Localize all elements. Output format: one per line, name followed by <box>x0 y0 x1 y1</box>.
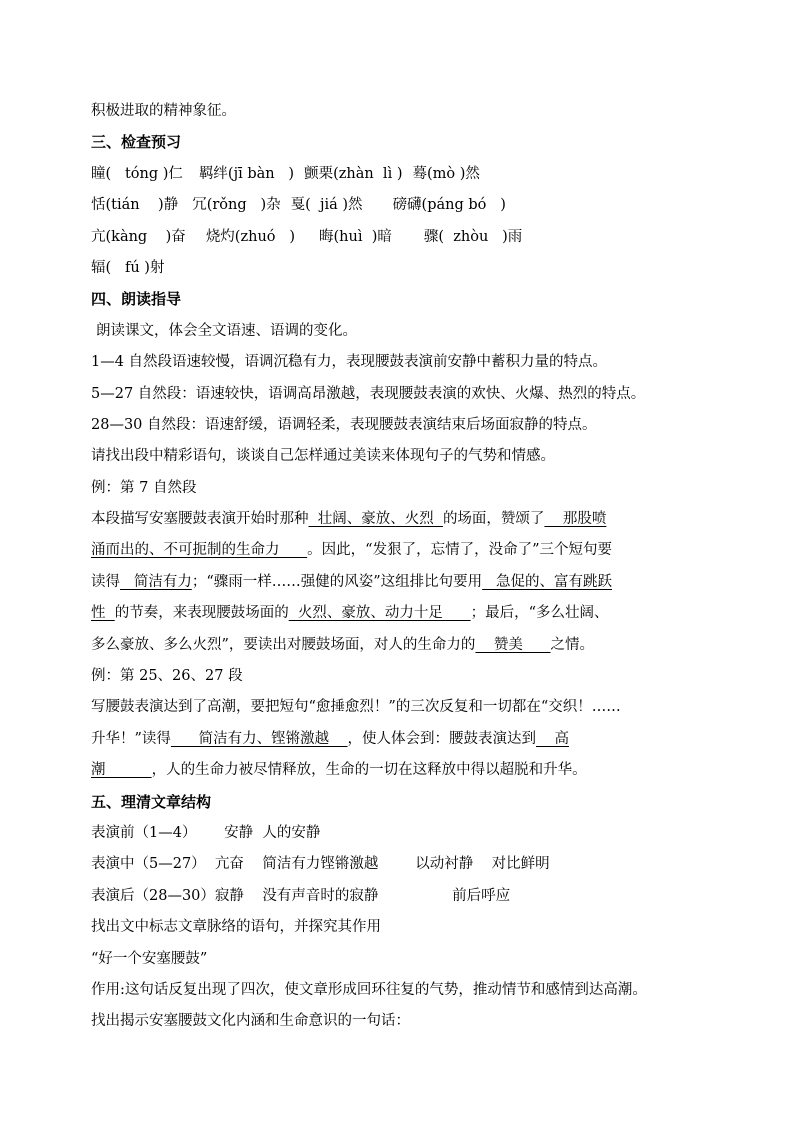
answer-blank: 涌而出的、不可扼制的生命力 <box>91 542 308 559</box>
structure-row: 表演后（28—30）寂静 没有声音时的寂静 前后呼应 <box>91 887 511 904</box>
intro-tail: 积极进取的精神象征。 <box>91 103 236 119</box>
text: 的节奏，来表现腰鼓场面的 <box>114 605 289 622</box>
answer-blank: 高 <box>536 730 569 747</box>
structure-row: 表演前（1—4） 安静 人的安静 <box>91 824 321 841</box>
reading-paragraph: 朗读课文，体会全文语速、语调的变化。 <box>96 322 357 339</box>
answer-blank: 简洁有力、铿锵激越 <box>170 730 348 747</box>
pinyin-item: 颤栗(zhàn lì ) <box>304 165 403 182</box>
key-sentence: “好一个安塞腰鼓” <box>91 950 208 967</box>
pinyin-row-2 <box>91 190 706 221</box>
reading-paragraph: 28—30 自然段：语速舒缓，语调轻柔，表现腰鼓表演结束后场面寂静的特点。 <box>91 416 597 433</box>
answer-blank: 急促的、富有跳跃 <box>482 573 612 590</box>
text: 读得 <box>91 573 120 590</box>
pinyin-item: 晦(huì )暗 <box>319 228 392 245</box>
answer-blank: 性 <box>91 605 115 622</box>
example1-line4 <box>91 598 706 629</box>
pinyin-item: 瞳( tóng )仁 <box>91 165 183 182</box>
pinyin-item: 戛( jiá )然 <box>290 197 363 214</box>
pinyin-item: 烧灼(zhuó ) <box>205 228 296 245</box>
structure-paragraph: 作用:这句话反复出现了四次，使文章形成回环往复的气势，推动情节和感情到达高潮。 <box>91 981 647 998</box>
answer-blank: 赞美 <box>475 636 551 653</box>
pinyin-item: 亢(kàng )奋 <box>91 228 186 245</box>
pinyin-item: 羁绊(jī bàn ) <box>198 165 295 182</box>
answer-blank: 壮阔、豪放、火烈 <box>308 511 443 528</box>
text: 。因此，“发狠了，忘情了，没命了”三个短句要 <box>307 542 612 559</box>
example1-line5 <box>91 630 706 661</box>
text: ，人的生命力被尽情释放，生命的一切在这释放中得以超脱和升华。 <box>151 762 587 779</box>
text: 多么豪放、多么火烈”，要读出对腰鼓场面，对人的生命力的 <box>91 636 476 653</box>
answer-blank: 那股喷 <box>544 511 607 528</box>
pinyin-item: 蓦(mò )然 <box>412 165 480 182</box>
pinyin-item: 辐( fú )射 <box>91 259 165 276</box>
pinyin-row-3 <box>91 222 706 253</box>
example1-line1 <box>91 504 706 535</box>
example2-line2 <box>91 724 706 755</box>
reading-paragraph: 请找出段中精彩语句，谈谈自己怎样通过美读来体现句子的气势和情感。 <box>91 448 555 465</box>
document-page <box>91 96 706 1038</box>
text: ；“骤雨一样……强健的风姿”这组排比句要用 <box>191 573 483 590</box>
example-label: 例：第 25、26、27 段 <box>91 668 243 685</box>
text: 本段描写安塞腰鼓表演开始时那种 <box>91 511 309 528</box>
text: 之情。 <box>550 636 595 653</box>
pinyin-item: 恬(tián )静 <box>91 197 179 214</box>
example2-line1: 写腰鼓表演达到了高潮，要把短句“愈捶愈烈！”的三次反复和一切都在“交织！…… <box>91 699 621 716</box>
answer-blank: 潮 <box>91 762 152 779</box>
section5-title: 五、理清文章结构 <box>91 792 212 811</box>
structure-row: 表演中（5—27） 亢奋 简洁有力铿锵激越 以动衬静 对比鲜明 <box>91 856 550 873</box>
pinyin-item: 冗(rǒng )杂 <box>192 197 281 214</box>
structure-paragraph: 找出文中标志文章脉络的语句，并探究其作用 <box>91 919 381 936</box>
text: 的场面，赞颂了 <box>442 511 545 528</box>
pinyin-row-4 <box>91 253 706 284</box>
example1-line3 <box>91 567 706 598</box>
pinyin-item: 骤( zhòu )雨 <box>423 228 523 245</box>
example-label: 例：第 7 自然段 <box>91 479 197 496</box>
section3-title: 三、检查预习 <box>91 133 182 152</box>
text: ；最后，“多么壮阔、 <box>470 605 609 622</box>
text: ，使人体会到：腰鼓表演达到 <box>347 730 537 747</box>
answer-blank: 火烈、豪放、动力十足 <box>288 605 471 622</box>
example1-line2 <box>91 535 706 566</box>
example2-line3 <box>91 755 706 786</box>
reading-paragraph: 5—27 自然段：语速较快，语调高昂激越，表现腰鼓表演的欢快、火爆、热烈的特点。 <box>91 385 646 402</box>
structure-paragraph: 找出揭示安塞腰鼓文化内涵和生命意识的一句话： <box>91 1013 410 1030</box>
reading-paragraph: 1—4 自然段语速较慢，语调沉稳有力，表现腰鼓表演前安静中蓄积力量的特点。 <box>91 354 608 371</box>
pinyin-item: 磅礴(páng bó ) <box>392 197 506 214</box>
section4-title: 四、朗读指导 <box>91 290 182 309</box>
answer-blank: 简洁有力 <box>120 573 192 590</box>
pinyin-row-1 <box>91 159 706 190</box>
text: 升华！”读得 <box>91 730 171 747</box>
